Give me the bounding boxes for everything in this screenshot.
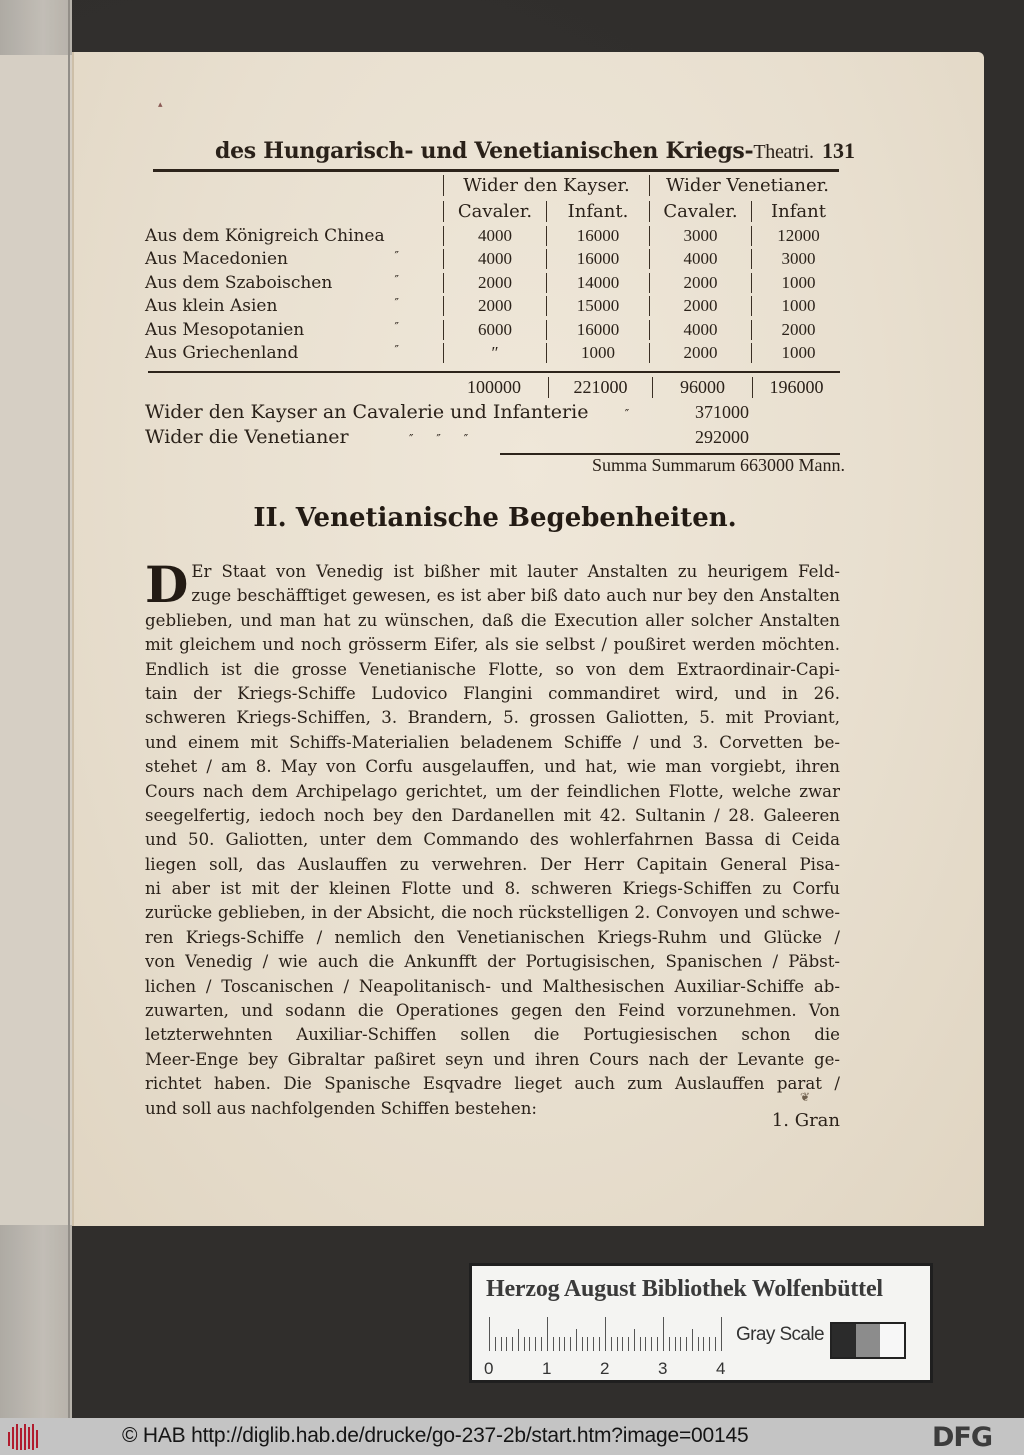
ditto-mark: ″ bbox=[624, 407, 630, 421]
text-line: geblieben, und man hat zu wünschen, daß die Execution aller solcher Anstalten bbox=[145, 610, 840, 630]
row-label: Aus dem Szaboischen bbox=[145, 272, 333, 293]
text-line: ren Kriegs-Schiffe / nemlich den Venetianischen Kriegs-Ruhm und Glücke / bbox=[145, 927, 840, 947]
cm-ruler bbox=[489, 1321, 721, 1361]
ruler-tick bbox=[628, 1337, 629, 1351]
row-label: Aus klein Asien bbox=[145, 296, 278, 317]
flap-edge bbox=[68, 0, 70, 1418]
table-cell: 14000 bbox=[546, 273, 649, 293]
flap-paper bbox=[0, 55, 72, 1225]
table-row bbox=[145, 271, 845, 295]
table-cell: 4000 bbox=[649, 320, 751, 340]
ruler-tick bbox=[582, 1337, 583, 1351]
total-cell: 100000 bbox=[467, 376, 521, 397]
table-cell: 6000 bbox=[443, 320, 546, 340]
ruler-tick bbox=[622, 1337, 623, 1351]
ruler-tick bbox=[645, 1337, 646, 1351]
ruler-tick bbox=[559, 1337, 560, 1351]
ruler-tick bbox=[564, 1337, 565, 1351]
table-cell: 4000 bbox=[443, 249, 546, 269]
ruler-tick bbox=[599, 1337, 600, 1351]
table-group-header bbox=[145, 172, 845, 198]
ruler-tick bbox=[541, 1337, 542, 1351]
column-totals bbox=[440, 374, 840, 400]
ruler-label: 2 bbox=[600, 1359, 610, 1378]
table-cell: 1000 bbox=[546, 343, 649, 363]
table-cell: 16000 bbox=[546, 249, 649, 269]
table-row bbox=[145, 295, 845, 319]
text-line: Cours nach dem Archipelago gerichtet, um der feindlichen Flotte, welche zwar bbox=[145, 781, 840, 801]
text-line: letzterwehnten Auxiliar-Schiffen sollen die Portugiesischen schon die bbox=[145, 1025, 840, 1045]
text-line: und einem mit Schiffs-Materialien beladenem Schiffe / und 3. Corvetten be- bbox=[145, 732, 840, 752]
text-line: und 50. Galiotten, unter dem Commando des wohlerfahrnen Bassa di Ceida bbox=[145, 830, 840, 850]
swatch-dark bbox=[832, 1324, 856, 1357]
text-line: liegen soll, das Auslauffen zu verwehren. Der Herr Capitain General Pisa- bbox=[145, 854, 840, 874]
summary-label-text: Wider die Venetianer bbox=[145, 426, 349, 448]
text-line: mit gleichem und noch grösserm Eifer, als sie selbst / poußiret werden möchten. bbox=[145, 635, 840, 655]
text-line: und soll aus nachfolgenden Schiffen bestehen: bbox=[145, 1098, 538, 1118]
text-line: richtet haben. Die Spanische Esqvadre lieget auch zum Auslauffen parat / bbox=[145, 1074, 840, 1094]
summary-label bbox=[145, 426, 675, 448]
ruler-label: 1 bbox=[542, 1359, 552, 1378]
text-line: von Venedig / wie auch die Ankunfft der Portugisischen, Spanischen / Päbst- bbox=[145, 952, 840, 972]
footer-bar bbox=[0, 1418, 1024, 1455]
group-header-kayser: Wider den Kayser. bbox=[443, 175, 649, 196]
subheader: Cavaler. bbox=[649, 201, 751, 222]
body-paragraph bbox=[145, 555, 840, 1121]
text-line: tain der Kriegs-Schiffe Ludovico Flangini commandiret wird, und in 26. bbox=[145, 683, 840, 703]
ditto-mark: ″ bbox=[394, 343, 399, 358]
table-cell: 4000 bbox=[443, 226, 546, 246]
gray-scale-label: Gray Scale bbox=[736, 1324, 824, 1345]
ruler-tick bbox=[698, 1337, 699, 1351]
ruler-tick bbox=[547, 1317, 548, 1351]
text-line: zurücke geblieben, in der Absicht, die noch rückstelligen 2. Convoyen und schwe- bbox=[145, 903, 840, 923]
table-cell: 2000 bbox=[443, 273, 546, 293]
subheader: Cavaler. bbox=[443, 201, 546, 222]
text-line: schweren Kriegs-Schiffen, 3. Brandern, 5. grossen Galiotten, 5. mit Proviant, bbox=[145, 708, 840, 728]
grand-total: Summa Summarum 663000 Mann. bbox=[592, 455, 845, 475]
page-number: 131 bbox=[822, 138, 855, 163]
row-label-wrap bbox=[145, 320, 443, 340]
running-title-latin: Theatri. bbox=[753, 141, 814, 163]
text-line: lichen / Toscanischen / Neapolitanisch- und Malthesischen Auxiliar-Schiffe ab- bbox=[145, 976, 840, 996]
table-row bbox=[145, 248, 845, 272]
ruler-label: 4 bbox=[716, 1359, 726, 1378]
ornament-icon: ❦ bbox=[800, 1090, 811, 1104]
table-cell: 16000 bbox=[546, 226, 649, 246]
ruler-tick bbox=[669, 1337, 670, 1351]
summary-kayser bbox=[145, 399, 845, 425]
ruler-tick bbox=[506, 1337, 507, 1351]
table-cell: 2000 bbox=[649, 273, 751, 293]
text-line: seegelfertig, iedoch noch bey den Dardanellen mit 42. Sultanin / 28. Galeeren bbox=[145, 805, 840, 825]
total-cell: 96000 bbox=[652, 377, 752, 398]
ruler-tick bbox=[721, 1317, 722, 1351]
table-cell: ″ bbox=[443, 343, 546, 363]
table-cell: 2000 bbox=[443, 296, 546, 316]
page-mark: ▴ bbox=[158, 100, 163, 110]
row-label: Aus Griechenland bbox=[145, 343, 299, 364]
ruler-tick bbox=[605, 1317, 606, 1351]
ruler-tick bbox=[512, 1337, 513, 1351]
ditto-mark: ″ bbox=[394, 319, 399, 334]
hab-color-card bbox=[469, 1263, 933, 1383]
ditto-mark: ″ bbox=[394, 296, 399, 311]
row-label-wrap bbox=[145, 249, 443, 269]
ruler-tick bbox=[617, 1337, 618, 1351]
row-label-wrap bbox=[145, 226, 443, 246]
ruler-labels bbox=[482, 1359, 742, 1379]
gray-scale-swatch bbox=[830, 1322, 906, 1359]
troop-table bbox=[145, 172, 845, 365]
table-cell: 2000 bbox=[649, 343, 751, 363]
running-title-fraktur: des Hungarisch- und Venetianischen Kriegs- bbox=[215, 138, 754, 164]
row-label-wrap bbox=[145, 343, 443, 363]
summary-venetianer bbox=[145, 424, 845, 450]
table-sub-header bbox=[145, 198, 845, 224]
ruler-tick bbox=[501, 1337, 502, 1351]
library-name: Herzog August Bibliothek Wolfenbüttel bbox=[486, 1276, 883, 1302]
ruler-tick bbox=[640, 1337, 641, 1351]
section-heading: II. Venetianische Begebenheiten. bbox=[253, 503, 737, 533]
summary-label bbox=[145, 401, 675, 423]
ruler-tick bbox=[657, 1337, 658, 1351]
table-cell: 1000 bbox=[751, 343, 845, 363]
running-head bbox=[215, 130, 855, 164]
ruler-tick bbox=[524, 1337, 525, 1351]
table-cell: 16000 bbox=[546, 320, 649, 340]
total-cell: 196000 bbox=[752, 377, 840, 398]
ruler-tick bbox=[495, 1337, 496, 1351]
table-row bbox=[145, 318, 845, 342]
row-label: Aus Mesopotanien bbox=[145, 319, 305, 340]
table-cell: 2000 bbox=[649, 296, 751, 316]
table-cell: 3000 bbox=[751, 249, 845, 269]
ruler-tick bbox=[570, 1337, 571, 1351]
ruler-tick bbox=[675, 1337, 676, 1351]
ruler-tick bbox=[692, 1329, 693, 1351]
table-cell: 1000 bbox=[751, 296, 845, 316]
ditto-mark: ″ bbox=[394, 249, 399, 264]
swatch-mid bbox=[856, 1324, 880, 1357]
text-line: ni aber ist mit der kleinen Flotte und 8. schweren Kriegs-Schiffen zu Corfu bbox=[145, 879, 840, 899]
ditto-mark: ″ ″ ″ bbox=[409, 432, 469, 446]
summary-value: 371000 bbox=[695, 401, 749, 422]
ruler-tick bbox=[593, 1337, 594, 1351]
ruler-tick bbox=[663, 1317, 664, 1351]
row-label: Aus dem Königreich Chinea bbox=[145, 225, 385, 246]
dfg-logo[interactable]: DFG bbox=[932, 1422, 993, 1453]
swatch-light bbox=[880, 1324, 904, 1357]
text-line: zuwarten, und sodann die Operationes gegen den Feind vorzunehmen. Von bbox=[145, 1001, 840, 1021]
ditto-mark: ″ bbox=[394, 272, 399, 287]
table-cell: 12000 bbox=[751, 226, 845, 246]
table-cell: 2000 bbox=[751, 320, 845, 340]
totals-rule bbox=[148, 371, 840, 373]
drop-cap: D bbox=[145, 555, 189, 614]
summary-label-text: Wider den Kayser an Cavalerie und Infanterie bbox=[145, 401, 589, 423]
row-label-wrap bbox=[145, 273, 443, 293]
ruler-tick bbox=[611, 1337, 612, 1351]
row-label: Aus Macedonien bbox=[145, 249, 288, 270]
table-cell: 4000 bbox=[649, 249, 751, 269]
subheader: Infant. bbox=[546, 201, 649, 222]
ruler-tick bbox=[651, 1337, 652, 1351]
total-cell: 221000 bbox=[548, 377, 652, 398]
subheader: Infant bbox=[751, 201, 845, 222]
ruler-tick bbox=[686, 1337, 687, 1351]
ruler-tick bbox=[529, 1337, 530, 1351]
text-line: zuge beschäfftiget gewesen, es ist aber biß dato auch nur bey den Anstalten bbox=[191, 586, 840, 606]
summary-value: 292000 bbox=[695, 426, 749, 447]
ruler-tick bbox=[709, 1337, 710, 1351]
group-header-venetianer: Wider Venetianer. bbox=[649, 175, 845, 196]
previous-page-flap bbox=[0, 0, 72, 1418]
table-row bbox=[145, 224, 845, 248]
text-line: Er Staat von Venedig ist bißher mit lauter Anstalten zu heurigem Feld- bbox=[191, 562, 840, 581]
ruler-tick bbox=[535, 1337, 536, 1351]
credit-url-link[interactable]: © HAB http://diglib.hab.de/drucke/go-237-2b/start.htm?image=00145 bbox=[122, 1424, 749, 1447]
text-line: Meer-Enge bey Gibraltar paßiret seyn und ihren Cours nach der Levante ge- bbox=[145, 1049, 840, 1069]
text-line: stehet / am 8. May von Corfu ausgelauffen, und hat, wie man vorgiebt, ihren bbox=[145, 757, 840, 777]
ruler-label: 3 bbox=[658, 1359, 668, 1378]
table-cell: 1000 bbox=[751, 273, 845, 293]
hab-logo-icon[interactable] bbox=[6, 1422, 42, 1452]
ruler-tick bbox=[703, 1337, 704, 1351]
table-row bbox=[145, 342, 845, 366]
table-cell: 15000 bbox=[546, 296, 649, 316]
running-title bbox=[215, 138, 814, 164]
text-line: Endlich ist die grosse Venetianische Flotte, so von dem Extraordinair-Capi- bbox=[145, 659, 840, 679]
ruler-tick bbox=[680, 1337, 681, 1351]
ruler-tick bbox=[634, 1329, 635, 1351]
ruler-tick bbox=[489, 1317, 490, 1351]
ruler-label: 0 bbox=[484, 1359, 494, 1378]
table-cell: 3000 bbox=[649, 226, 751, 246]
ruler-tick bbox=[553, 1337, 554, 1351]
ruler-tick bbox=[518, 1329, 519, 1351]
ruler-tick bbox=[587, 1337, 588, 1351]
catchword: 1. Gran bbox=[771, 1110, 840, 1131]
ruler-tick bbox=[576, 1329, 577, 1351]
row-label-wrap bbox=[145, 296, 443, 316]
ruler-tick bbox=[715, 1337, 716, 1351]
